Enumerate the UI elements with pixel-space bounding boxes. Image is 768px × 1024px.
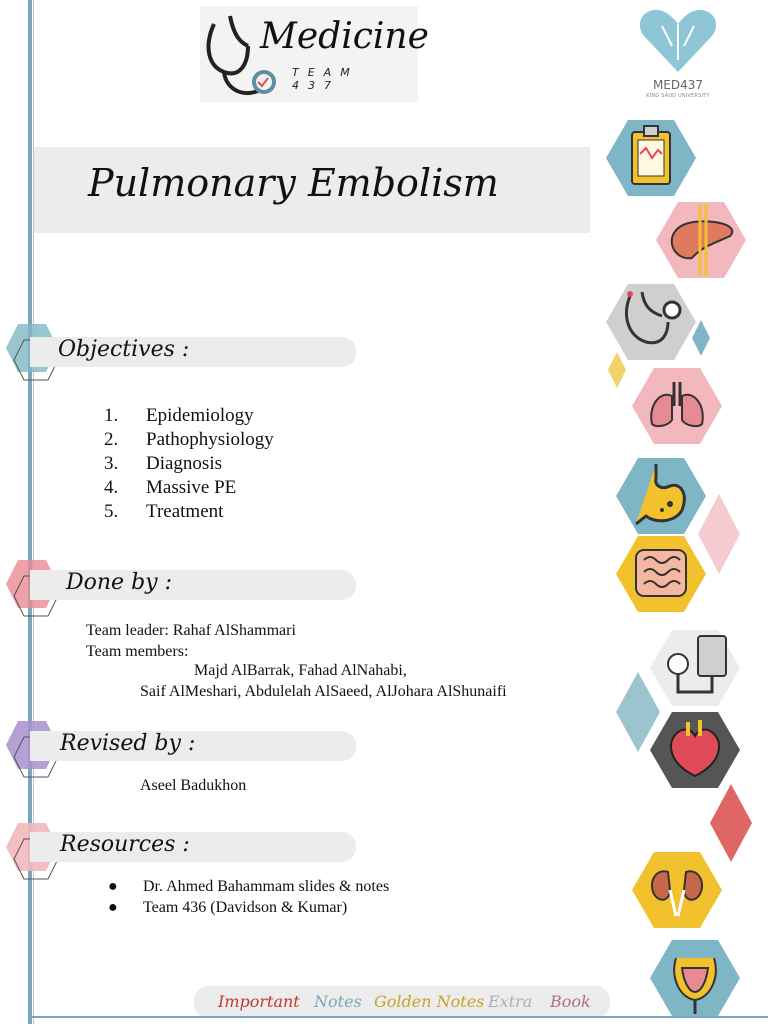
- done-by-header: [30, 570, 356, 600]
- team-leader: Team leader: Rahaf AlShammari: [86, 622, 296, 639]
- list-item: 4. Massive PE: [104, 477, 237, 498]
- heart-logo-icon: [632, 6, 724, 78]
- clipboard-icon: [606, 118, 696, 198]
- liver-icon: [656, 200, 746, 280]
- team-logo-subtitle: TEAM 437: [292, 66, 359, 92]
- kidneys-icon: [632, 850, 722, 930]
- intestines-icon: [616, 534, 706, 614]
- team-logo: [200, 6, 429, 102]
- team-info: [86, 620, 296, 662]
- stomach-icon: [616, 456, 706, 536]
- small-diamond-teal: [692, 320, 710, 356]
- objectives-label: Objectives :: [58, 337, 190, 362]
- legend-extra: Extra: [488, 992, 533, 1011]
- heart-icon: [650, 710, 740, 790]
- revised-by-label: Revised by :: [60, 731, 196, 756]
- resources-header: [30, 832, 356, 862]
- legend-notes: Notes: [314, 992, 362, 1011]
- list-item: 1. Epidemiology: [104, 405, 254, 426]
- page-title: Pulmonary Embolism: [88, 161, 499, 205]
- stethoscope-icon: [606, 282, 696, 362]
- list-item: 2. Pathophysiology: [104, 429, 274, 450]
- blood-pressure-icon: [650, 628, 740, 708]
- resources-label: Resources :: [60, 832, 190, 857]
- objectives-list: [104, 404, 274, 524]
- lungs-icon: [632, 366, 722, 446]
- team-members-label: Team members:: [86, 643, 189, 660]
- resources-list: [108, 876, 389, 918]
- revised-by-header: [30, 731, 356, 761]
- color-legend: [194, 986, 610, 1018]
- med437-logo-subtitle: KING SAUD UNIVERSITY: [646, 93, 710, 99]
- small-diamond-yellow: [608, 352, 626, 388]
- legend-book: Book: [550, 992, 591, 1011]
- done-by-label: Done by :: [66, 570, 172, 595]
- title-band: [34, 147, 590, 233]
- bottom-rule: [30, 1016, 768, 1018]
- list-item: ● Dr. Ahmed Bahammam slides & notes: [108, 878, 390, 895]
- team-members-line-1: Majd AlBarrak, Fahad AlNahabi,: [194, 662, 407, 679]
- med437-logo: [632, 6, 724, 102]
- list-item: 3. Diagnosis: [104, 453, 222, 474]
- legend-golden-notes: Golden Notes: [374, 992, 485, 1011]
- team-logo-title: Medicine: [260, 16, 429, 57]
- legend-important: Important: [218, 992, 300, 1011]
- reviser-name: Aseel Badukhon: [140, 777, 247, 794]
- med437-logo-text: MED437: [652, 78, 704, 92]
- list-item: 5. Treatment: [104, 501, 224, 522]
- list-item: ● Team 436 (Davidson & Kumar): [108, 899, 348, 916]
- team-members-line-2: Saif AlMeshari, Abdulelah AlSaeed, AlJohara AlShunaifi: [140, 683, 507, 700]
- bladder-icon: [650, 938, 740, 1018]
- objectives-header: [30, 337, 356, 367]
